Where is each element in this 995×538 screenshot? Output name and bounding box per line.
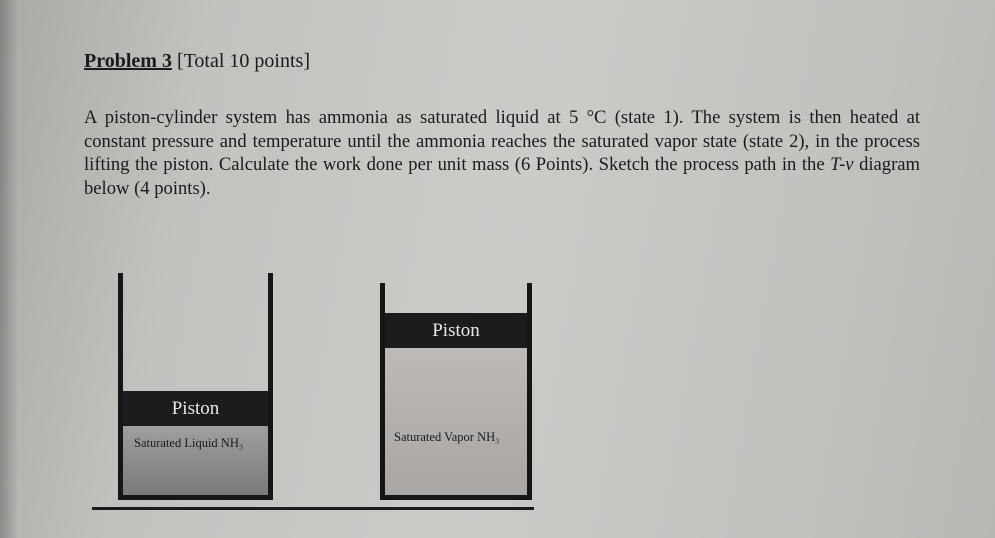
problem-statement bbox=[84, 106, 920, 200]
cylinder-left-wall-left bbox=[118, 273, 123, 500]
problem-text-tv: T-v bbox=[830, 154, 854, 175]
cylinder-right-wall-right bbox=[527, 283, 532, 500]
problem-text-part2: diagram below (4 points). bbox=[84, 154, 921, 199]
page-edge-shadow bbox=[0, 0, 18, 538]
piston-right bbox=[385, 313, 527, 348]
vapor-fill bbox=[385, 348, 527, 497]
cylinder-left-wall-right bbox=[268, 273, 273, 500]
piston-left bbox=[123, 391, 268, 426]
ground-line bbox=[92, 507, 534, 510]
piston-right-label: Piston bbox=[432, 319, 480, 341]
cylinder-right-base bbox=[380, 495, 532, 500]
liquid-label: Saturated Liquid NH₃ bbox=[134, 436, 244, 450]
cylinder-left-base bbox=[118, 495, 273, 500]
vapor-label: Saturated Vapor NH₃ bbox=[394, 430, 500, 444]
piston-left-label: Piston bbox=[171, 397, 220, 419]
problem-title bbox=[84, 50, 310, 73]
problem-points: [Total 10 points] bbox=[176, 50, 310, 72]
problem-text-part1: A piston-cylinder system has ammonia as saturated liquid at 5 °C (state 1). The system is then heated at constant pressure and temperature until the ammonia reaches the saturated vapor state (state 2), in the process lifting the piston. Calculate the work done per unit mass (6 Points). Sketch the process path in the bbox=[84, 107, 920, 175]
problem-number: Problem 3 bbox=[84, 50, 172, 72]
